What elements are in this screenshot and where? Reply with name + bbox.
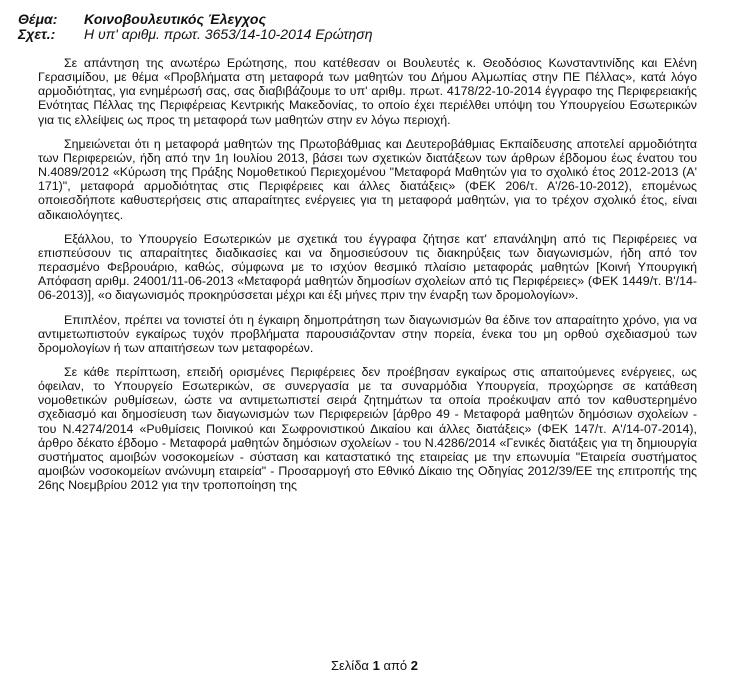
of-word: από [383,658,408,673]
reference-label: Σχετ.: [18,26,56,42]
paragraph-text: Επιπλέον, πρέπει να τονιστεί ότι η έγκαιρη δημοπράτηση των διαγωνισμών θα έδινε τον απαραίτητο χρόνο, για να αντιμετωπιστούν εγκαίρως τυχόν προβλήματα παρουσιάζονταν στην πορεία, ένεκα του μη ορθού σχεδιασμού των δρομολογίων ή των απαιτήσεων των μεταφορέων. [38,312,697,355]
subject-line [18,12,697,27]
subject-label: Θέμα: [18,11,58,27]
body-paragraph [18,232,697,303]
paragraph-text: Σε απάντηση της ανωτέρω Ερώτησης, που κατέθεσαν οι Βουλευτές κ. Θεοδόσιος Κωνσταντινίδης και Ελένη Γερασιμίδου, με θέμα «Προβλήματα στη μεταφορά των μαθητών του Δήμου Αλμωπίας στην ΠΕ Πέλλας», κατά λόγο αρμοδιότητας, για ενημέρωσή σας, σας διαβιβάζουμε το υπ' αριθμ. πρωτ. 4178/22-10-2014 έγγραφο της Περιφερειακής Ενότητας Πέλλας της Περιφέρειας Κεντρικής Μακεδονίας, το οποίο έχει περιέλθει υπόψη του Υπουργείου Εσωτερικών για τις ελλείψεις ως προς τη μεταφορά των μαθητών στην εν λόγω περιοχή. [38,56,697,127]
page-total: 2 [410,658,419,673]
page-current: 1 [372,658,380,673]
paragraph-text: Σε κάθε περίπτωση, επειδή ορισμένες Περιφέρειες δεν προέβησαν εγκαίρως στις απαιτούμενες ενέργειες, ως όφειλαν, το Υπουργείο Εσωτερικών, σε συνεργασία με τα συναρμόδια Υπουργεία, προχώρησε σε κατάθεση νομοθετικών ρυθμίσεων, ώστε να αντιμετωπιστεί σειρά ζητημάτων τα οποία προέκυψαν από τον καθυστερημένο σχεδιασμό και δημοσίευση των διαγωνισμών των Περιφερειών [άρθρο 49 - Μεταφορά μαθητών δημόσιων σχολείων - του Ν.4274/2014 «Ρυθμίσεις Ποινικού και Σωφρονιστικού Δικαίου και άλλες διατάξεις» (ΦΕΚ 147/τ. Α'/14-07-2014), άρθρο δέκατο έβδομο - Μεταφορά μαθητών δημόσιων σχολείων - του Ν.4286/2014 «Γενικές διατάξεις για τη δημιουργία συστήματος αμοιβών νοσοκομείων - σύσταση και καταστατικό της εταιρείας με την επωνυμία "Εταιρεία συστήματος αμοιβών νοσοκομείων ανώνυμη εταιρεία" - Προσαρμογή στο Εθνικό Δίκαιο της Οδηγίας 2012/39/ΕΕ της επιτροπής της 26ης Νοεμβρίου 2012 για την τροποποίηση της [38,364,697,493]
body-paragraph [18,313,697,355]
body-paragraph [18,137,697,222]
reference-value: Η υπ' αριθμ. πρωτ. 3653/14-10-2014 Ερώτηση [84,26,373,42]
paragraph-text: Σημειώνεται ότι η μεταφορά μαθητών της Πρωτοβάθμιας και Δευτεροβάθμιας Εκπαίδευσης αποτελεί αρμοδιότητα των Περιφερειών, ήδη από την 1η Ιουλίου 2013, βάσει των σχετικών διατάξεων των άρθρων έβδομου έως ένατου του Ν.4089/2012 «Κύρωση της Πράξης Νομοθετικού Περιεχομένου "Μεταφορά Μαθητών για το σχολικό έτος 2012-2013 (Α' 171)", μεταφορά αρμοδιότητας στις Περιφέρειες και άλλες διατάξεις» (ΦΕΚ 206/τ. Α'/26-10-2012), επομένως οποιεσδήποτε καθυστερήσεις στις απαραίτητες ενέργειες για τη μεταφορά μαθητών, για το τρέχον σχολικό έτος, είναι αδικαιολόγητες. [38,136,697,222]
subject-value: Κοινοβουλευτικός Έλεγχος [84,11,266,27]
body-paragraph [18,56,697,127]
page-number [0,658,749,673]
paragraph-text: Εξάλλου, το Υπουργείο Εσωτερικών με σχετικά του έγγραφα ζήτησε κατ' επανάληψη από τις Περιφέρειες να επισπεύσουν τις απαραίτητες διαδικασίες και να δημοσιεύσουν τις διακηρύξεις των διαγωνισμών, ήδη από τον περασμένο Φεβρουάριο, καθώς, σύμφωνα με το ισχύον θεσμικό πλαίσιο μεταφοράς μαθητών [Κοινή Υπουργική Απόφαση αριθμ. 24001/11-06-2013 «Μεταφορά μαθητών δημοσίων σχολείων από τις Περιφέρειες» (ΦΕΚ 1449/τ. Β'/14-06-2013)], «ο διαγωνισμός προκηρύσσεται μέχρι και έξι μήνες πριν την έναρξη των δρομολογίων». [38,231,697,303]
body-paragraph [18,365,697,492]
reference-line [18,27,697,42]
page-word: Σελίδα [330,658,369,673]
